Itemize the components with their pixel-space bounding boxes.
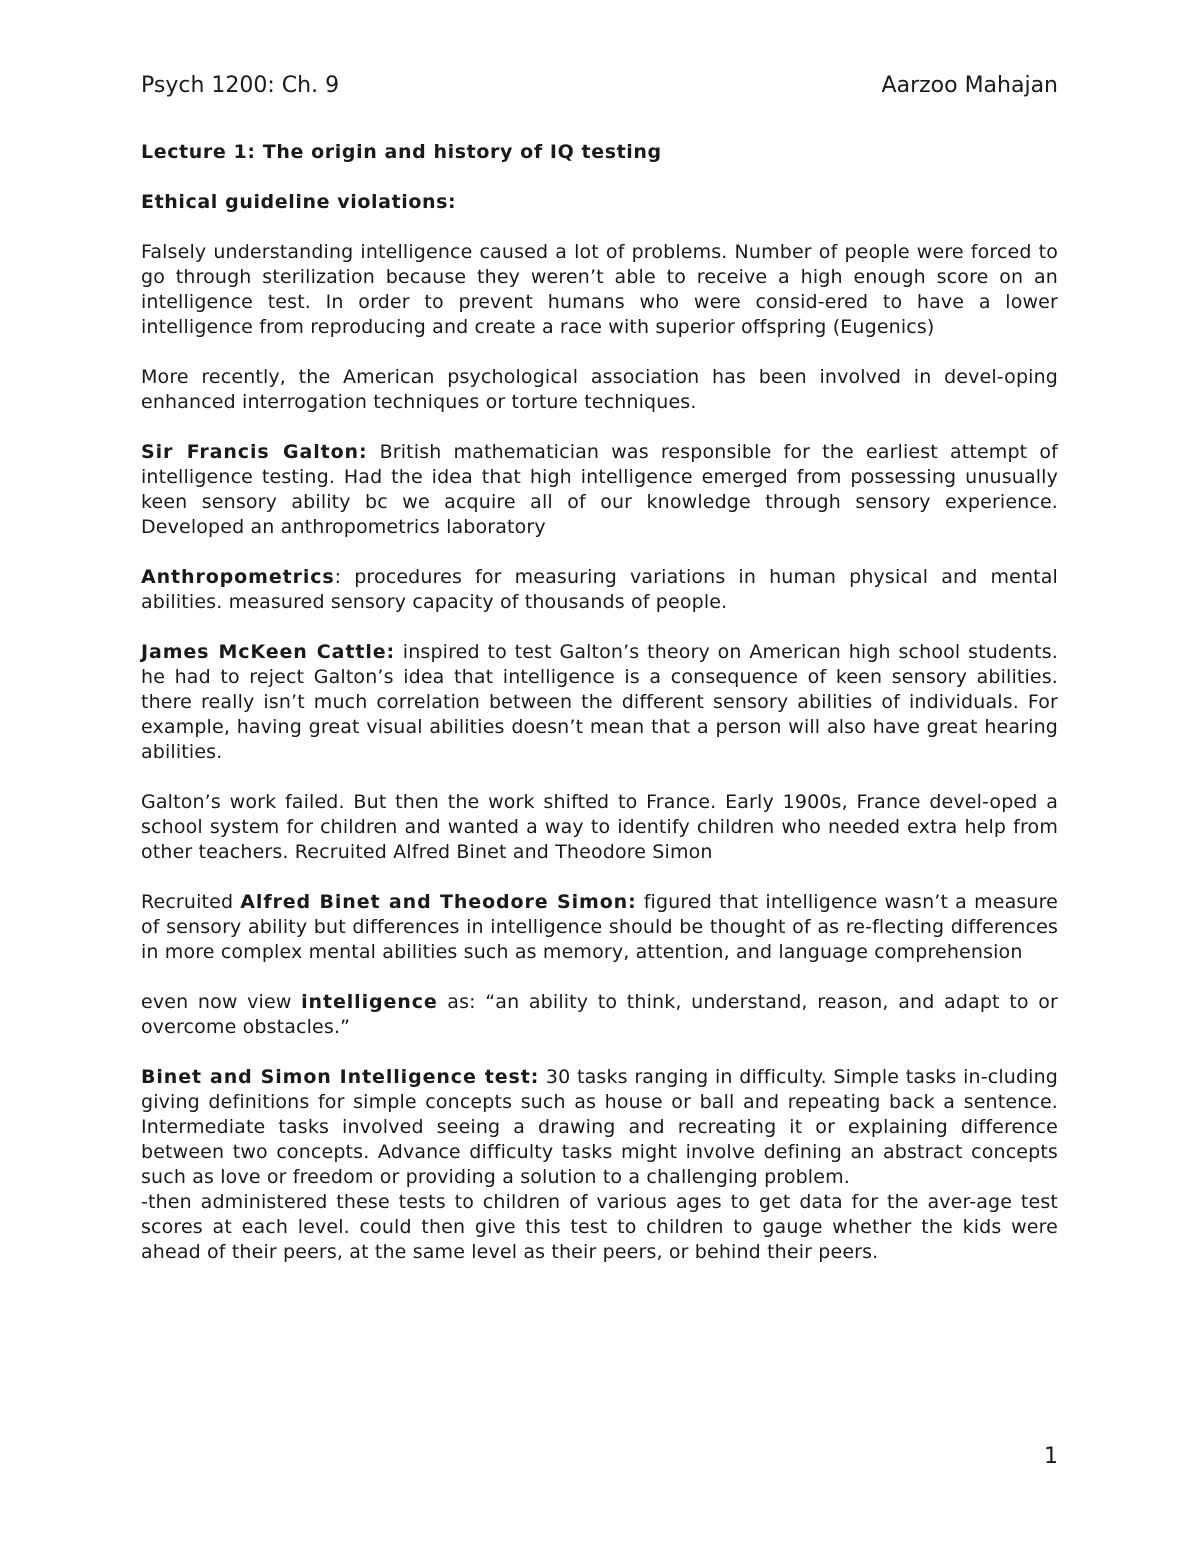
paragraph-intelligence-test bbox=[141, 1065, 1058, 1190]
paragraph-galton bbox=[141, 440, 1058, 540]
binet-simon-prefix: Recruited bbox=[141, 891, 241, 913]
paragraph-intelligence-definition bbox=[141, 990, 1058, 1040]
term-intelligence-test: Binet and Simon Intelligence test: bbox=[141, 1066, 540, 1088]
page-header bbox=[141, 70, 1058, 102]
paragraph-cattle bbox=[141, 640, 1058, 765]
page-number: 1 bbox=[1044, 1444, 1058, 1469]
document-body bbox=[141, 140, 1058, 1290]
paragraph-binet-simon bbox=[141, 890, 1058, 965]
term-intelligence: intelligence bbox=[301, 991, 438, 1013]
author-name: Aarzoo Mahajan bbox=[881, 73, 1058, 98]
term-galton: Sir Francis Galton: bbox=[141, 441, 368, 463]
paragraph-apa: More recently, the American psychological association has been involved in devel-oping enhanced interrogation techniques or torture techniques. bbox=[141, 366, 1058, 413]
galton-description: British mathematician was responsible for the earliest attempt of intelligence testing. Had the idea that high intelligence emerged from possessing unusually keen sensory ability bc we acquire all of our knowledge through sensory experience. Developed an anthropometrics laboratory bbox=[141, 441, 1058, 538]
course-label: Psych 1200: Ch. 9 bbox=[141, 73, 340, 98]
cattle-description: inspired to test Galton’s theory on American high school students. he had to reject Galton’s idea that intelligence is a consequence of keen sensory abilities. there really isn’t much correlation between the different sensory abilities of individuals. For example, having great visual abilities doesn’t mean that a person will also have great hearing abilities. bbox=[141, 641, 1059, 763]
lecture-title: Lecture 1: The origin and history of IQ testing bbox=[141, 141, 662, 163]
paragraph-administration: -then administered these tests to children of various ages to get data for the aver-age test scores at each level. could then give this test to children to gauge whether the kids were ahead of their peers, at the same level as their peers, or behind their peers. bbox=[141, 1191, 1058, 1263]
paragraph-france: Galton’s work failed. But then the work shifted to France. Early 1900s, France devel-oped a school system for children and wanted a way to identify children who needed extra help from other teachers. Recruited Alfred Binet and Theodore Simon bbox=[141, 791, 1058, 863]
intelligence-test-description: 30 tasks ranging in difficulty. Simple tasks in-cluding giving definitions for simple concepts such as house or ball and repeating back a sentence. Intermediate tasks involved seeing a drawing and recreating it or explaining difference between two concepts. Advance difficulty tasks might involve defining an abstract concepts such as love or freedom or providing a solution to a challenging problem. bbox=[141, 1066, 1058, 1188]
intelligence-description: as: “an ability to think, understand, reason, and adapt to or overcome obstacles.” bbox=[141, 991, 1059, 1038]
paragraph-anthropometrics bbox=[141, 565, 1058, 615]
term-anthropometrics: Anthropometrics bbox=[141, 566, 335, 588]
section-heading: Ethical guideline violations: bbox=[141, 191, 457, 213]
binet-simon-description: figured that intelligence wasn’t a measure of sensory ability but differences in intelligence should be thought of as re-flecting differences in more complex mental abilities such as memory, attention, and language comprehension bbox=[141, 891, 1059, 963]
intelligence-prefix: even now view bbox=[141, 991, 302, 1013]
term-binet-simon: Alfred Binet and Theodore Simon: bbox=[240, 891, 637, 913]
term-cattle: James McKeen Cattle: bbox=[141, 641, 396, 663]
paragraph-eugenics: Falsely understanding intelligence caused a lot of problems. Number of people were forced to go through sterilization because they weren’t able to receive a high enough score on an intelligence test. In order to prevent humans who were consid-ered to have a lower intelligence from reproducing and create a race with superior offspring (Eugenics) bbox=[141, 241, 1058, 338]
anthropometrics-description: : procedures for measuring variations in human physical and mental abilities. measured sensory capacity of thousands of people. bbox=[141, 566, 1058, 613]
